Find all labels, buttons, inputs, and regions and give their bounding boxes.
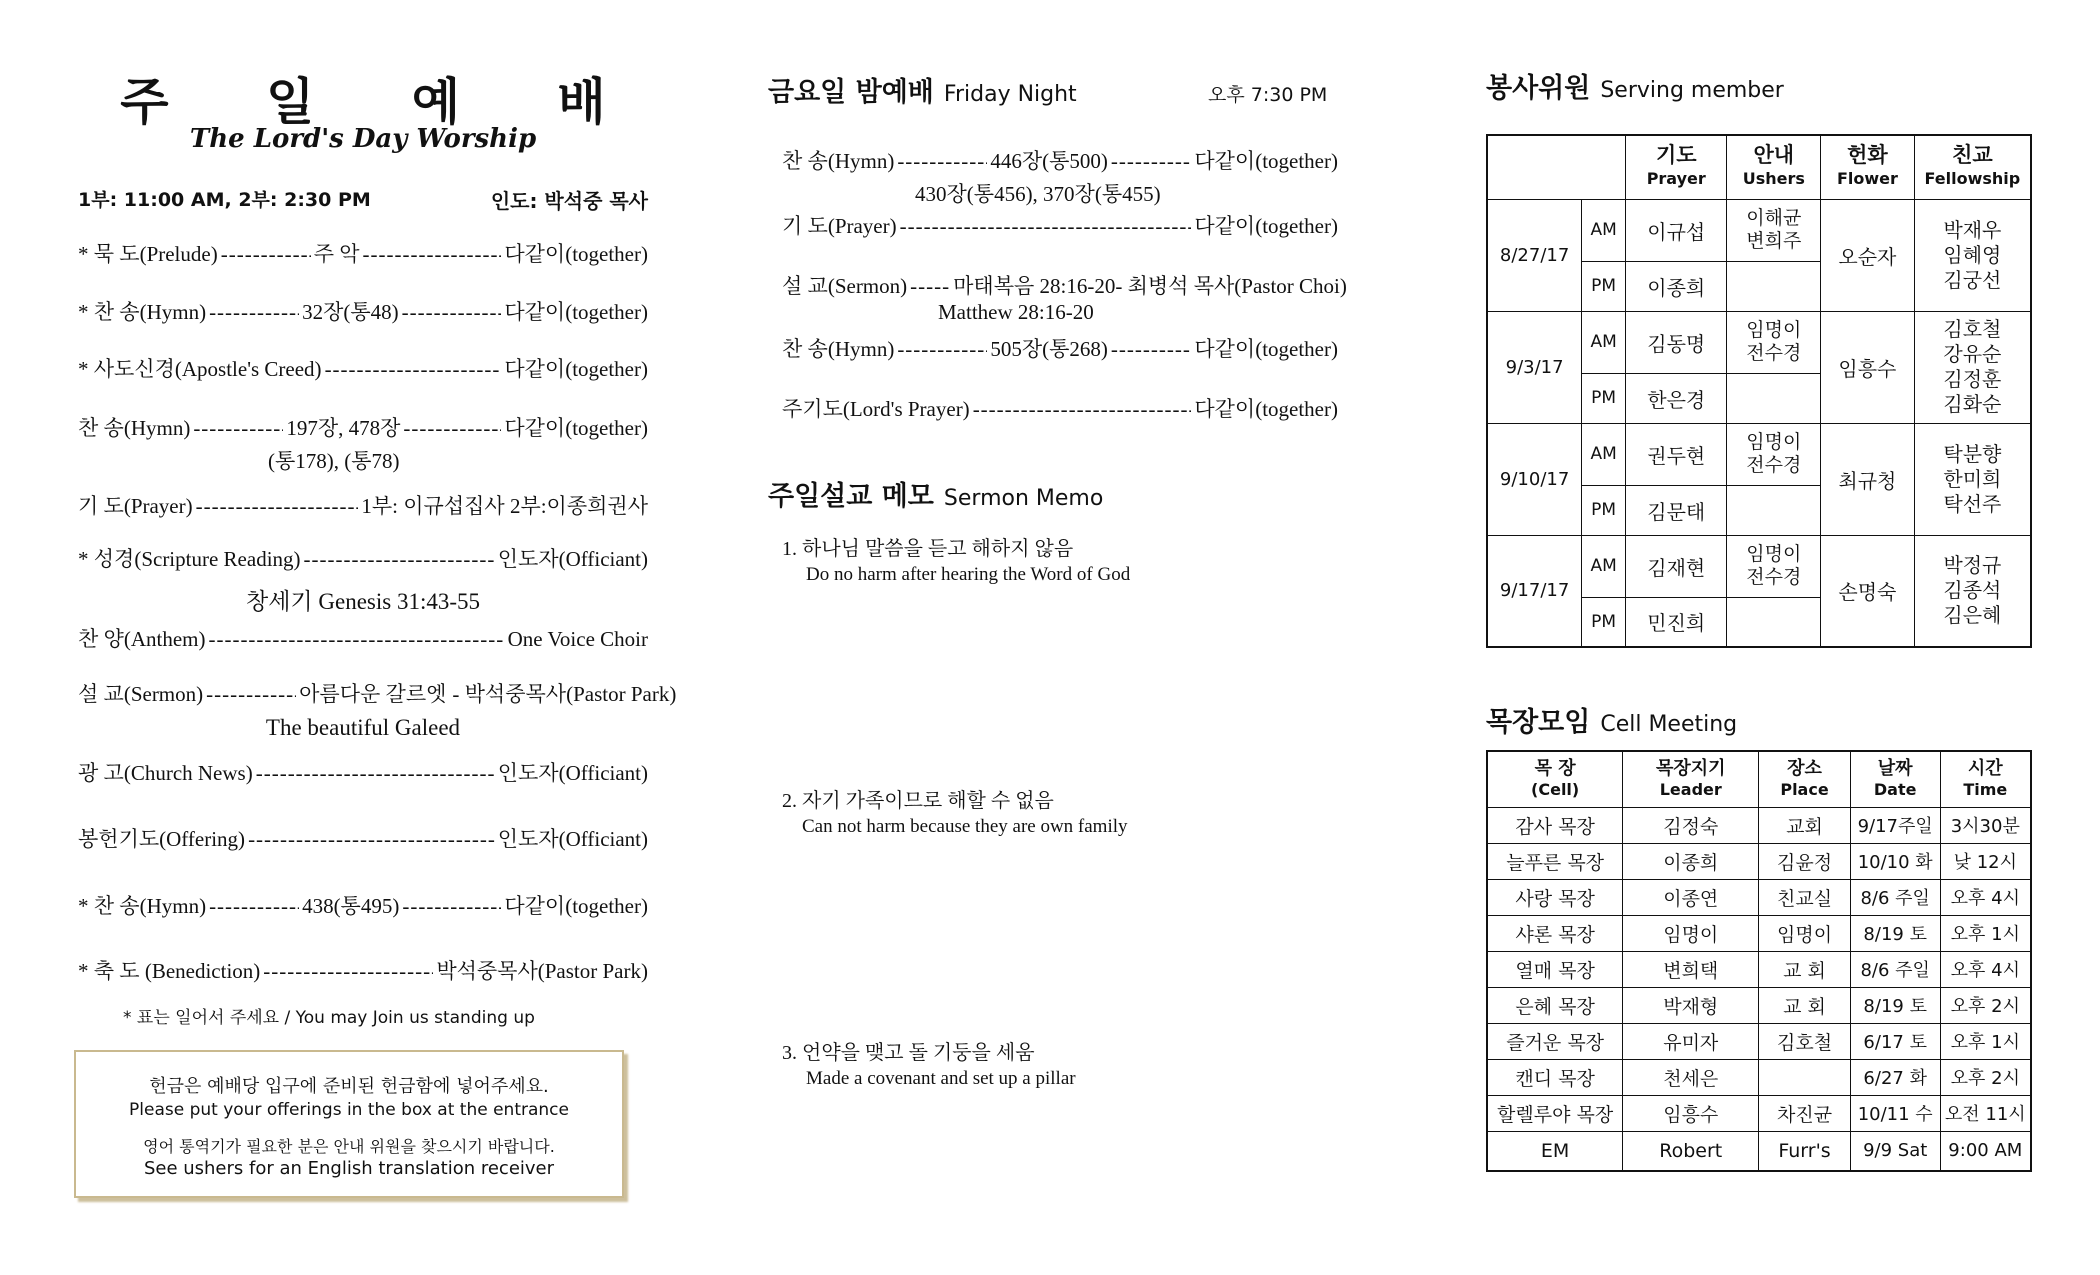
memo-2-ko: 2. 자기 가족이므로 해할 수 없음 xyxy=(782,790,1054,812)
serving-date: 9/10/17 xyxy=(1487,423,1582,535)
cell-name: 즐거운 목장 xyxy=(1487,1023,1623,1059)
order-item-label: * 성경(Scripture Reading) xyxy=(78,547,301,571)
worship-order-item xyxy=(78,823,648,853)
cell-header-place: 장소 Place xyxy=(1759,751,1851,807)
order-item-leader: - 박석중목사(Pastor Park) xyxy=(452,682,677,706)
am-prayer: 김동명 xyxy=(1626,311,1727,373)
memo-title: 주일설교 메모 xyxy=(768,481,934,512)
page-subtitle: The Lord's Day Worship xyxy=(189,124,537,154)
serving-header-prayer: 기도 Prayer xyxy=(1626,135,1727,199)
friday-title: 금요일 밤예배 xyxy=(768,77,934,108)
leader-dashes xyxy=(206,682,296,707)
friday-item-label: 찬 송(Hymn) xyxy=(782,337,895,361)
cell-place: 차진균 xyxy=(1759,1095,1851,1131)
leader-dashes xyxy=(403,416,501,441)
cell-leader: Robert xyxy=(1623,1131,1759,1171)
cell-header-cell: 목 장 (Cell) xyxy=(1487,751,1623,807)
order-item-leader: 박석중목사(Pastor Park) xyxy=(436,959,648,983)
serving-header xyxy=(1486,66,1784,105)
pm-label: PM xyxy=(1582,485,1626,535)
offering-notice-ko: 헌금은 예배당 입구에 준비된 헌금함에 넣어주세요. xyxy=(149,1076,549,1097)
memo-3-en: Made a covenant and set up a pillar xyxy=(806,1068,1076,1089)
worship-order-item xyxy=(78,238,648,268)
memo-1-ko: 1. 하나님 말씀을 듣고 해하지 않음 xyxy=(782,538,1074,560)
worship-order-item xyxy=(78,678,677,708)
worship-order-item xyxy=(78,623,648,653)
leader-dashes xyxy=(208,627,504,652)
order-item-label: 기 도(Prayer) xyxy=(78,494,193,518)
worship-order-item xyxy=(78,955,648,985)
friday-order-item xyxy=(782,333,1338,363)
order-item-label: 찬 송(Hymn) xyxy=(78,416,191,440)
ushers-pm-empty xyxy=(1727,261,1821,311)
order-item-detail: 주 악 xyxy=(313,242,360,266)
cell-name: 은혜 목장 xyxy=(1487,987,1623,1023)
ushers: 임명이 전수경 xyxy=(1727,535,1821,597)
order-item-detail: 아름다운 갈르엣 xyxy=(299,682,447,706)
cell-header-time: 시간 Time xyxy=(1940,751,2031,807)
cell-meeting-table xyxy=(1486,750,2032,1172)
page-title: 주 일 예 배 xyxy=(120,73,646,131)
leader-dashes xyxy=(1111,149,1191,174)
serving-date: 9/17/17 xyxy=(1487,535,1582,647)
friday-order-item xyxy=(782,210,1338,240)
leader-dashes xyxy=(402,300,502,325)
cell-leader: 이종연 xyxy=(1623,879,1759,915)
memo-title-en: Sermon Memo xyxy=(943,486,1104,511)
memo-header xyxy=(768,474,1103,513)
cell-date: 8/6 주일 xyxy=(1850,879,1940,915)
ushers-pm-empty xyxy=(1727,373,1821,423)
fellowship: 김호철 강유순 김정훈 김화순 xyxy=(1914,311,2031,423)
cell-time: 9:00 AM xyxy=(1940,1131,2031,1171)
serving-row-am xyxy=(1487,199,2031,261)
am-prayer: 권두현 xyxy=(1626,423,1727,485)
cell-place: 교 회 xyxy=(1759,987,1851,1023)
leader-dashes xyxy=(193,416,283,441)
flower: 손명숙 xyxy=(1821,535,1915,647)
cell-row xyxy=(1487,1131,2031,1171)
cell-header xyxy=(1486,700,1737,739)
cell-time: 3시30분 xyxy=(1940,807,2031,843)
order-item-detail: 438(통495) xyxy=(302,894,400,918)
order-item-leader: 다같이(together) xyxy=(504,357,648,381)
order-item-leader: 다같이(together) xyxy=(504,416,648,440)
worship-order-item xyxy=(78,353,648,383)
leader-dashes xyxy=(325,357,502,382)
order-item-label: * 묵 도(Prelude) xyxy=(78,242,218,266)
serving-table xyxy=(1486,134,2032,648)
pm-label: PM xyxy=(1582,597,1626,647)
cell-name: 사랑 목장 xyxy=(1487,879,1623,915)
serving-row-am xyxy=(1487,423,2031,485)
worship-order-item xyxy=(78,412,648,442)
worship-order-item xyxy=(78,296,648,326)
leader-dashes xyxy=(897,337,987,362)
service-times: 1부: 11:00 AM, 2부: 2:30 PM xyxy=(78,189,371,211)
cell-place: 임명이 xyxy=(1759,915,1851,951)
pm-prayer: 김문태 xyxy=(1626,485,1727,535)
cell-place: 교 회 xyxy=(1759,951,1851,987)
cell-date: 8/19 토 xyxy=(1850,987,1940,1023)
leader-dashes xyxy=(221,242,311,267)
cell-row xyxy=(1487,1023,2031,1059)
friday-item-leader: 다같이(together) xyxy=(1194,337,1338,361)
cell-header-date: 날짜 Date xyxy=(1850,751,1940,807)
worship-order-item xyxy=(78,543,648,573)
friday-item-detail: 마태복음 28:16-20- 최병석 목사(Pastor Choi) xyxy=(953,274,1347,298)
cell-date: 8/19 토 xyxy=(1850,915,1940,951)
fellowship: 박재우 임혜영 김궁선 xyxy=(1914,199,2031,311)
friday-item-label: 설 교(Sermon) xyxy=(782,274,908,298)
am-label: AM xyxy=(1582,535,1626,597)
cell-row xyxy=(1487,843,2031,879)
memo-2-en: Can not harm because they are own family xyxy=(802,816,1128,837)
fellowship: 박정규 김종석 김은혜 xyxy=(1914,535,2031,647)
leader-dashes xyxy=(1111,337,1191,362)
friday-order-item xyxy=(782,393,1338,423)
order-item-label: 설 교(Sermon) xyxy=(78,682,204,706)
cell-time: 오후 2시 xyxy=(1940,1059,2031,1095)
cell-leader: 변희택 xyxy=(1623,951,1759,987)
leader-dashes xyxy=(196,494,359,519)
cell-leader: 유미자 xyxy=(1623,1023,1759,1059)
cell-date: 6/27 화 xyxy=(1850,1059,1940,1095)
order-item-detail: 197장, 478장 xyxy=(286,416,401,440)
friday-sermon-sub: Matthew 28:16-20 xyxy=(938,300,1094,324)
flower: 임흥수 xyxy=(1821,311,1915,423)
cell-date: 9/17주일 xyxy=(1850,807,1940,843)
cell-leader: 박재형 xyxy=(1623,987,1759,1023)
cell-time: 오후 1시 xyxy=(1940,1023,2031,1059)
am-prayer: 김재현 xyxy=(1626,535,1727,597)
order-item-label: * 찬 송(Hymn) xyxy=(78,894,207,918)
ushers-pm-empty xyxy=(1727,597,1821,647)
offering-notice-box xyxy=(74,1050,624,1198)
serving-date: 9/3/17 xyxy=(1487,311,1582,423)
cell-place: Furr's xyxy=(1759,1131,1851,1171)
friday-item-detail: 505장(통268) xyxy=(990,337,1108,361)
cell-time: 오후 1시 xyxy=(1940,915,2031,951)
serving-date: 8/27/17 xyxy=(1487,199,1582,311)
cell-leader: 김정숙 xyxy=(1623,807,1759,843)
order-item-leader: 인도자(Officiant) xyxy=(497,827,648,851)
leader-dashes xyxy=(248,827,495,852)
service-leader: 인도: 박석중 목사 xyxy=(490,189,648,213)
memo-3-ko: 3. 언약을 맺고 돌 기둥을 세움 xyxy=(782,1042,1035,1064)
cell-name: 샤론 목장 xyxy=(1487,915,1623,951)
cell-row xyxy=(1487,807,2031,843)
serving-title-en: Serving member xyxy=(1600,78,1784,103)
cell-leader: 임명이 xyxy=(1623,915,1759,951)
cell-name: EM xyxy=(1487,1131,1623,1171)
cell-time: 오후 4시 xyxy=(1940,951,2031,987)
worship-order-item xyxy=(78,757,648,787)
pm-label: PM xyxy=(1582,261,1626,311)
friday-time: 오후 7:30 PM xyxy=(1208,84,1328,106)
am-prayer: 이규섭 xyxy=(1626,199,1727,261)
offering-notice-en: Please put your offerings in the box at the entrance xyxy=(129,1100,569,1120)
serving-header-ushers: 안내 Ushers xyxy=(1727,135,1821,199)
order-item-leader: 다같이(together) xyxy=(504,300,648,324)
friday-title-en: Friday Night xyxy=(943,82,1077,107)
order-item-leader: 인도자(Officiant) xyxy=(497,547,648,571)
friday-item-label: 기 도(Prayer) xyxy=(782,214,897,238)
order-item-label: * 사도신경(Apostle's Creed) xyxy=(78,357,322,381)
translation-notice-en: See ushers for an English translation receiver xyxy=(143,1158,555,1179)
pm-prayer: 민진희 xyxy=(1626,597,1727,647)
hymn-sub-numbers: (통178), (통78) xyxy=(268,449,400,473)
cell-row xyxy=(1487,987,2031,1023)
leader-dashes xyxy=(209,894,299,919)
order-item-leader: One Voice Choir xyxy=(507,627,648,651)
friday-order-item xyxy=(782,270,1347,300)
friday-item-leader: 다같이(together) xyxy=(1194,214,1338,238)
serving-title: 봉사위원 xyxy=(1486,73,1591,104)
friday-item-label: 찬 송(Hymn) xyxy=(782,149,895,173)
order-item-leader: 다같이(together) xyxy=(504,242,648,266)
cell-row xyxy=(1487,951,2031,987)
pm-label: PM xyxy=(1582,373,1626,423)
cell-leader: 임흥수 xyxy=(1623,1095,1759,1131)
worship-order-item xyxy=(78,890,648,920)
cell-place: 친교실 xyxy=(1759,879,1851,915)
order-item-label: * 축 도 (Benediction) xyxy=(78,959,261,983)
leader-dashes xyxy=(304,547,495,572)
cell-date: 8/6 주일 xyxy=(1850,951,1940,987)
friday-item-label: 주기도(Lord's Prayer) xyxy=(782,397,970,421)
cell-place: 김윤정 xyxy=(1759,843,1851,879)
pm-prayer: 한은경 xyxy=(1626,373,1727,423)
am-label: AM xyxy=(1582,423,1626,485)
translation-notice-ko: 영어 통역기가 필요한 분은 안내 위원을 찾으시기 바랍니다. xyxy=(143,1137,555,1156)
ushers-pm-empty xyxy=(1727,485,1821,535)
order-item-label: 봉헌기도(Offering) xyxy=(78,827,246,851)
order-item-leader: 다같이(together) xyxy=(504,894,648,918)
cell-date: 6/17 토 xyxy=(1850,1023,1940,1059)
cell-name: 늘푸른 목장 xyxy=(1487,843,1623,879)
cell-header-leader: 목장지기 Leader xyxy=(1623,751,1759,807)
leader-dashes xyxy=(900,214,1192,239)
cell-time: 오후 4시 xyxy=(1940,879,2031,915)
order-item-leader: 인도자(Officiant) xyxy=(497,761,648,785)
memo-1-en: Do no harm after hearing the Word of God xyxy=(806,564,1131,585)
cell-time: 낮 12시 xyxy=(1940,843,2031,879)
flower: 최규청 xyxy=(1821,423,1915,535)
friday-header xyxy=(768,70,1077,109)
leader-dashes xyxy=(897,149,987,174)
friday-item-detail: 446장(통500) xyxy=(990,149,1108,173)
cell-name: 할렐루야 목장 xyxy=(1487,1095,1623,1131)
cell-name: 열매 목장 xyxy=(1487,951,1623,987)
order-item-detail: 32장(통48) xyxy=(302,300,399,324)
cell-leader: 천세은 xyxy=(1623,1059,1759,1095)
fellowship: 탁분향 한미희 탁선주 xyxy=(1914,423,2031,535)
cell-row xyxy=(1487,1095,2031,1131)
cell-place xyxy=(1759,1059,1851,1095)
friday-hymn-sub: 430장(통456), 370장(통455) xyxy=(915,182,1161,206)
sermon-title-en: The beautiful Galeed xyxy=(265,715,461,740)
pm-prayer: 이종희 xyxy=(1626,261,1727,311)
friday-item-leader: 다같이(together) xyxy=(1194,397,1338,421)
leader-dashes xyxy=(263,959,433,984)
friday-item-leader: 다같이(together) xyxy=(1194,149,1338,173)
cell-time: 오후 2시 xyxy=(1940,987,2031,1023)
cell-title: 목장모임 xyxy=(1486,707,1591,738)
cell-place: 김호철 xyxy=(1759,1023,1851,1059)
ushers: 임명이 전수경 xyxy=(1727,423,1821,485)
friday-order-item xyxy=(782,145,1338,175)
cell-place: 교회 xyxy=(1759,807,1851,843)
leader-dashes xyxy=(363,242,502,267)
cell-row xyxy=(1487,1059,2031,1095)
scripture-reference: 창세기 Genesis 31:43-55 xyxy=(245,589,481,614)
flower: 오순자 xyxy=(1821,199,1915,311)
cell-name: 캔디 목장 xyxy=(1487,1059,1623,1095)
ushers: 이해균 변희주 xyxy=(1727,199,1821,261)
leader-dashes xyxy=(256,761,495,786)
leader-dashes xyxy=(973,397,1192,422)
serving-row-am xyxy=(1487,311,2031,373)
cell-leader: 이종희 xyxy=(1623,843,1759,879)
cell-date: 10/11 수 xyxy=(1850,1095,1940,1131)
am-label: AM xyxy=(1582,311,1626,373)
order-item-label: 찬 양(Anthem) xyxy=(78,627,206,651)
standing-note: * 표는 일어서 주세요 / You may Join us standing up xyxy=(123,1008,535,1028)
order-item-leader: 1부: 이규섭집사 2부:이종희권사 xyxy=(361,494,648,518)
order-item-label: * 찬 송(Hymn) xyxy=(78,300,207,324)
cell-row xyxy=(1487,915,2031,951)
serving-header-flower: 헌화 Flower xyxy=(1821,135,1915,199)
ushers: 임명이 전수경 xyxy=(1727,311,1821,373)
leader-dashes xyxy=(209,300,299,325)
cell-row xyxy=(1487,879,2031,915)
serving-header-blank xyxy=(1487,135,1626,199)
cell-time: 오전 11시 xyxy=(1940,1095,2031,1131)
serving-header-fellowship: 친교 Fellowship xyxy=(1914,135,2031,199)
cell-date: 9/9 Sat xyxy=(1850,1131,1940,1171)
leader-dashes xyxy=(402,894,501,919)
am-label: AM xyxy=(1582,199,1626,261)
serving-row-am xyxy=(1487,535,2031,597)
cell-date: 10/10 화 xyxy=(1850,843,1940,879)
cell-title-en: Cell Meeting xyxy=(1600,712,1738,737)
cell-name: 감사 목장 xyxy=(1487,807,1623,843)
leader-dashes xyxy=(910,274,950,299)
worship-order-item xyxy=(78,490,648,520)
order-item-label: 광 고(Church News) xyxy=(78,761,253,785)
